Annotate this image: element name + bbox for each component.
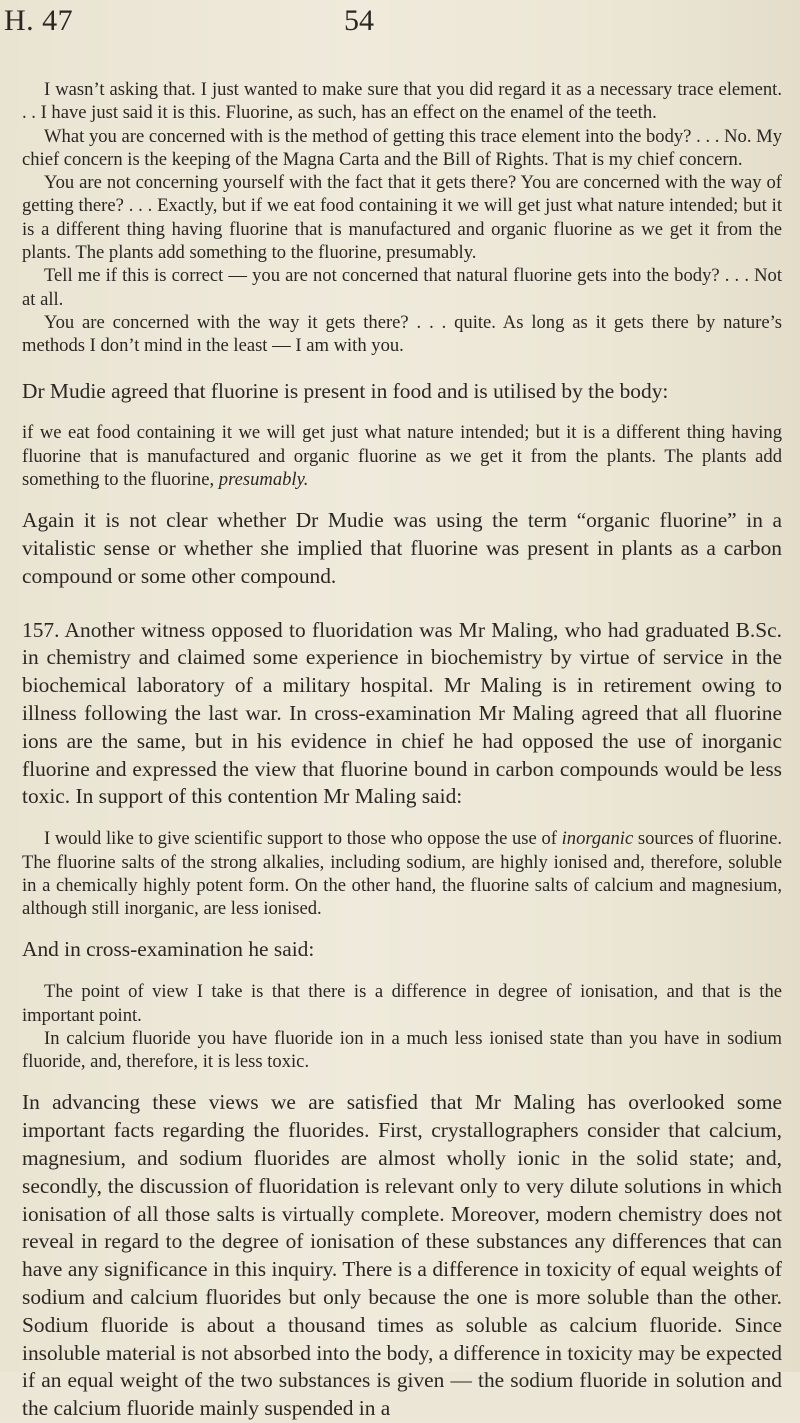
- page-header: [4, 4, 796, 40]
- quote-cross-examination: [22, 980, 782, 1073]
- quote-paragraph: In calcium fluoride you have fluoride ion in a much less ionised state than you have in sodium fluoride, and, therefore, it is less toxic.: [22, 1027, 782, 1073]
- page-body: [22, 78, 782, 1423]
- quote-paragraph: Tell me if this is correct — you are not concerned that natural fluorine gets into the body? . . . Not at all.: [22, 265, 782, 310]
- quote-paragraph: The point of view I take is that there is a difference in degree of ionisation, and that is the important point.: [22, 981, 782, 1026]
- quote-italic-text: presumably.: [218, 468, 309, 490]
- quote-italic-text: inorganic: [561, 828, 634, 850]
- body-paragraph: Dr Mudie agreed that fluorine is present in food and is utilised by the body:: [22, 378, 669, 403]
- body-paragraph: And in cross-examination he said:: [22, 937, 315, 962]
- quote-paragraph: What you are concerned with is the method of getting this trace element into the body? . . . No. My chief concern is the keeping of the Magna Carta and the Bill of Rights. That is my chief concern.: [22, 125, 782, 170]
- body-paragraph: In advancing these views we are satisfied that Mr Maling has overlooked some important facts regarding the fluorides. First, crystallographers consider that calcium, magnesium, and sodium fluorides are almost wholly ionic in the solid state; and, secondly, the discussion of fluoridation is relevant only to very dilute solutions in which ionisation of all those salts is virtually complete. Moreover, modern chemistry does not reveal in regard to the degree of ionisation of these substances any differences that can have any significance in this inquiry. There is a difference in toxicity of equal weights of sodium and calcium fluorides but only because the one is more soluble than the other. Sodium fluoride is about a thousand times as soluble as calcium fluoride. Since insoluble material is not absorbed into the body, a difference in toxicity may be expected if an equal weight of the two substances is given — the sodium fluoride in solution and the calcium fluoride mainly suspended in a: [22, 1090, 782, 1421]
- quote-mudie: [22, 421, 782, 491]
- quote-paragraph: You are not concerning yourself with the fact that it gets there? You are concerned with the way of getting there? . . . Exactly, but if we eat food containing it we will get just what nature intended; but it is a different thing having fluorine that is manufactured and organic fluorine as we get it from the plants. The plants add something to the fluorine, presumably.: [22, 172, 782, 264]
- page-number: 54: [344, 4, 374, 37]
- quote-maling: [22, 827, 782, 920]
- document-reference: H. 47: [4, 4, 74, 37]
- quote-text: I would like to give scientific support to those who oppose the use of: [44, 828, 562, 850]
- numbered-paragraph-157: 157. Another witness opposed to fluoridation was Mr Maling, who had graduated B.Sc. in chemistry and claimed some experience in biochemistry by virtue of service in the biochemical laboratory of a military hospital. Mr Maling is in retirement owing to illness following the last war. In cross-examination Mr Maling agreed that all fluorine ions are the same, but in his evidence in chief he had opposed the use of inorganic fluorine and expressed the view that fluorine bound in carbon compounds would be less toxic. In support of this contention Mr Maling said:: [22, 617, 782, 809]
- quote-testimony: [22, 78, 782, 358]
- quote-paragraph: You are concerned with the way it gets there? . . . quite. As long as it gets there by nature’s methods I don’t mind in the least — I am with you.: [22, 311, 782, 357]
- quote-text: if we eat food containing it we will get just what nature intended; but it is a different thing having fluorine that is manufactured and organic fluorine as we get it from the plants. The plants add something to the fluorine,: [22, 422, 782, 490]
- quote-text: sources of fluorine. The fluorine salts of the strong alkalies, including sodium, are highly ionised and, therefore, soluble in a chemically highly potent form. On the other hand, the fluorine salts of calcium and magnesium, although still inorganic, are less ionised.: [22, 828, 782, 920]
- quote-paragraph: I wasn’t asking that. I just wanted to make sure that you did regard it as a necessary trace element. . . I have just said it is this. Fluorine, as such, has an effect on the enamel of the teeth.: [22, 79, 782, 124]
- body-paragraph: Again it is not clear whether Dr Mudie was using the term “organic fluorine” in a vitalistic sense or whether she implied that fluorine was present in plants as a carbon compound or some other compound.: [22, 508, 782, 588]
